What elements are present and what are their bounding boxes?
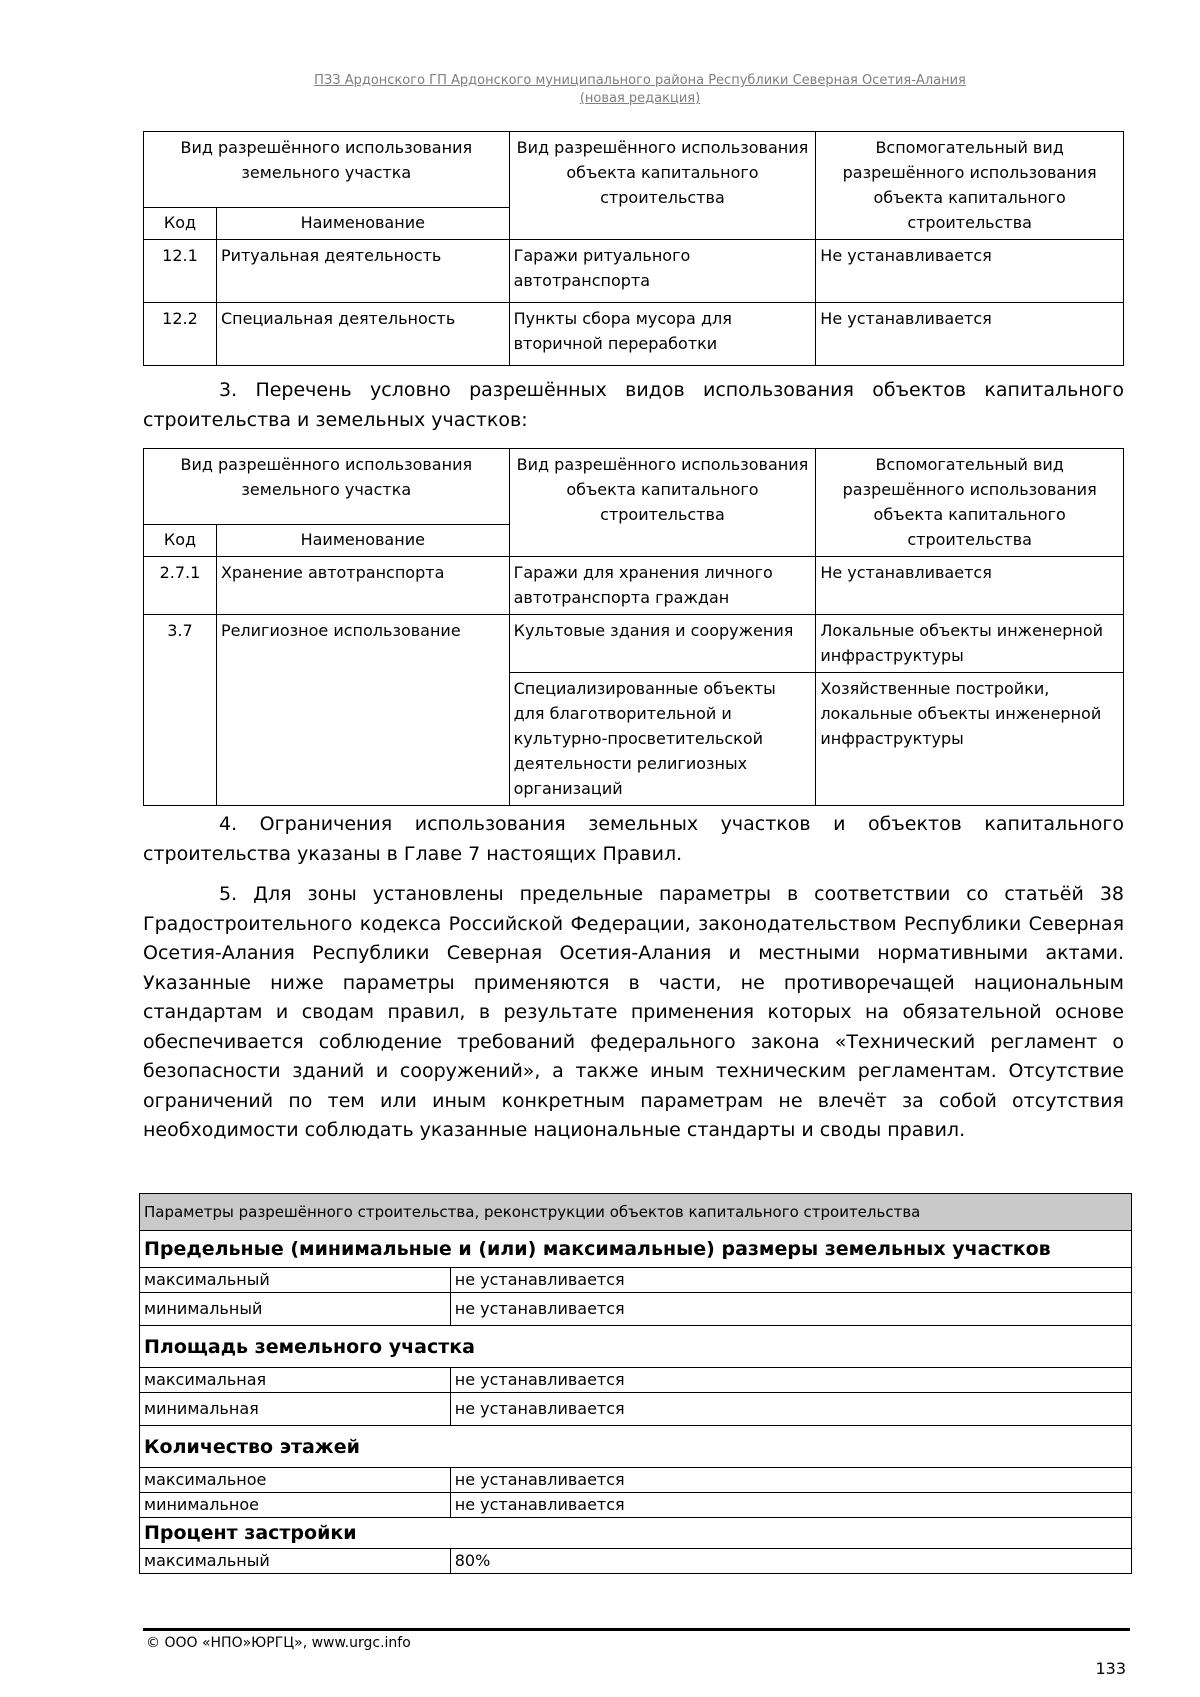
parameters-caption: Параметры разрешённого строительства, реконструкции объектов капитального строительства <box>140 1194 1132 1231</box>
param-value: не устанавливается <box>450 1293 1131 1326</box>
param-label: максимальная <box>140 1368 451 1393</box>
row-name: Религиозное использование <box>216 615 509 806</box>
table-header-row <box>144 132 1124 208</box>
area-title: Площадь земельного участка <box>140 1326 1132 1368</box>
document-header <box>145 72 1135 108</box>
table-row <box>144 615 1124 673</box>
row-object: Специализированные объекты для благотворительной и культурно-просветительской деятельности религиозных организаций <box>509 673 816 806</box>
row-name: Ритуальная деятельность <box>216 240 509 303</box>
table-row <box>140 1549 1132 1574</box>
header-title: ПЗЗ Ардонского ГП Ардонского муниципального района Республики Северная Осетия-Алания <box>314 73 966 88</box>
param-label: максимальное <box>140 1468 451 1493</box>
aux-use-header: Вспомогательный вид разрешённого использования объекта капитального строительства <box>816 449 1124 557</box>
row-object: Гаражи для хранения личного автотранспорта граждан <box>509 557 816 615</box>
param-value: не устанавливается <box>450 1493 1131 1518</box>
coverage-title: Процент застройки <box>140 1518 1132 1549</box>
table-row <box>144 557 1124 615</box>
row-aux: Не устанавливается <box>816 240 1124 303</box>
aux-use-header: Вспомогательный вид разрешённого использования объекта капитального строительства <box>816 132 1124 240</box>
parameters-table <box>139 1193 1132 1574</box>
row-aux: Локальные объекты инженерной инфраструктуры <box>816 615 1124 673</box>
row-code: 2.7.1 <box>144 557 217 615</box>
param-value: не устанавливается <box>450 1468 1131 1493</box>
row-object: Культовые здания и сооружения <box>509 615 816 673</box>
paragraph-3: 3. Перечень условно разрешённых видов использования объектов капитального строительства и земельных участков: <box>143 379 1124 431</box>
row-object: Гаражи ритуального автотранспорта <box>509 240 816 303</box>
param-label: максимальный <box>140 1549 451 1574</box>
object-use-header: Вид разрешённого использования объекта капитального строительства <box>509 132 816 240</box>
table-row <box>140 1468 1132 1493</box>
code-header: Код <box>144 524 217 556</box>
table-header-row <box>144 449 1124 525</box>
name-header: Наименование <box>216 524 509 556</box>
paragraph-5: 5. Для зоны установлены предельные параметры в соответствии со статьёй 38 Градостроительного кодекса Российской Федерации, законодательством Республики Северная Осетия-Алания Республики Северная Осетия-Алания и местными нормативными актами. Указанные ниже параметры применяются в части, не противоречащей национальным стандартам и сводам правил, в результате применения которых на обязательной основе обеспечивается соблюдение требований федерального закона «Технический регламент о безопасности зданий и сооружений», а также иным техническим регламентам. Отсутствие ограничений по тем или иным конкретным параметрам не влечёт за собой отсутствия необходимости соблюдать указанные национальные стандарты и своды правил. <box>143 883 1124 1141</box>
footer-copyright: © ООО «НПО»ЮРГЦ», www.urgc.info <box>146 1635 411 1651</box>
sizes-title: Предельные (минимальные и (или) максимальные) размеры земельных участков <box>140 1231 1132 1268</box>
land-use-header: Вид разрешённого использования земельного участка <box>144 449 510 525</box>
paragraph-4: 4. Ограничения использования земельных участков и объектов капитального строительства указаны в Главе 7 настоящих Правил. <box>143 813 1124 865</box>
row-aux: Не устанавливается <box>816 557 1124 615</box>
page-number: 133 <box>1095 1659 1126 1678</box>
param-value: не устанавливается <box>450 1393 1131 1426</box>
table-row <box>140 1268 1132 1293</box>
code-header: Код <box>144 207 217 239</box>
table-row <box>140 1293 1132 1326</box>
name-header: Наименование <box>216 207 509 239</box>
table-row <box>144 240 1124 303</box>
param-label: минимальная <box>140 1393 451 1426</box>
row-aux: Хозяйственные постройки, локальные объекты инженерной инфраструктуры <box>816 673 1124 806</box>
row-code: 12.1 <box>144 240 217 303</box>
permitted-use-table <box>143 131 1124 366</box>
header-subtitle: (новая редакция) <box>579 91 701 106</box>
param-label: максимальный <box>140 1268 451 1293</box>
table-row <box>144 303 1124 366</box>
row-name: Специальная деятельность <box>216 303 509 366</box>
row-object: Пункты сбора мусора для вторичной переработки <box>509 303 816 366</box>
object-use-header: Вид разрешённого использования объекта капитального строительства <box>509 449 816 557</box>
param-value: не устанавливается <box>450 1268 1131 1293</box>
param-value: 80% <box>450 1549 1131 1574</box>
param-label: минимальное <box>140 1493 451 1518</box>
table-row <box>140 1493 1132 1518</box>
footer-divider <box>143 1628 1130 1631</box>
param-label: минимальный <box>140 1293 451 1326</box>
row-code: 3.7 <box>144 615 217 806</box>
conditional-use-table <box>143 448 1124 806</box>
table-row <box>140 1368 1132 1393</box>
floors-title: Количество этажей <box>140 1426 1132 1468</box>
row-name: Хранение автотранспорта <box>216 557 509 615</box>
land-use-header: Вид разрешённого использования земельного участка <box>144 132 510 208</box>
table-row <box>140 1393 1132 1426</box>
param-value: не устанавливается <box>450 1368 1131 1393</box>
row-aux: Не устанавливается <box>816 303 1124 366</box>
row-code: 12.2 <box>144 303 217 366</box>
